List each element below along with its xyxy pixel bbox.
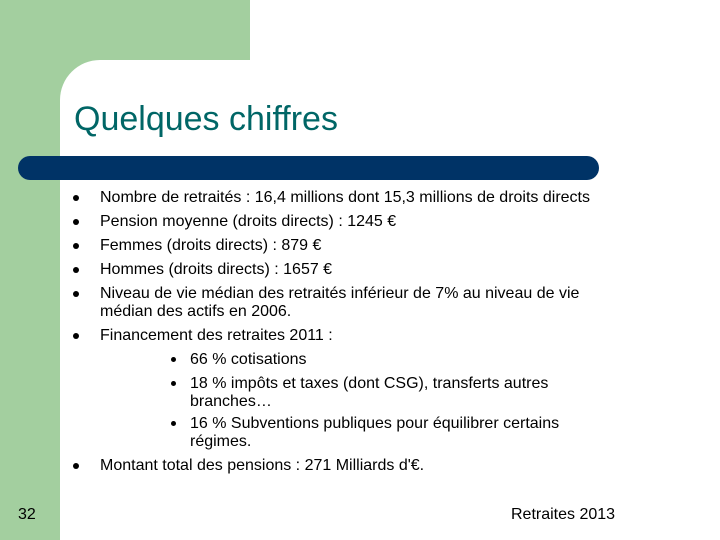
bullet-item: Financement des retraites 2011 : xyxy=(100,327,333,344)
bullet-item: Pension moyenne (droits directs) : 1245 € xyxy=(100,213,397,230)
slide-number: 32 xyxy=(18,506,36,523)
bullet-item: Femmes (droits directs) : 879 € xyxy=(100,237,322,254)
sub-bullet-item: 16 % Subventions publiques pour équilibrer certains xyxy=(190,415,560,432)
sub-bullet-item-continuation: branches… xyxy=(190,393,272,410)
sub-bullet-dot-icon xyxy=(171,357,176,362)
bullet-dot-icon xyxy=(73,243,79,249)
bullet-item: Niveau de vie médian des retraités inférieur de 7% au niveau de vie xyxy=(100,285,580,302)
sub-bullet-item-continuation: régimes. xyxy=(190,433,252,450)
bullet-dot-icon xyxy=(73,463,79,469)
sub-bullet-item: 66 % cotisations xyxy=(190,351,307,368)
sub-bullet-item: 18 % impôts et taxes (dont CSG), transferts autres xyxy=(190,375,549,392)
sub-bullet-dot-icon xyxy=(171,421,176,426)
bullet-dot-icon xyxy=(73,219,79,225)
bullet-item: Hommes (droits directs) : 1657 € xyxy=(100,261,333,278)
bullet-dot-icon xyxy=(73,291,79,297)
bullet-item-continuation: médian des actifs en 2006. xyxy=(100,303,292,320)
slide-title: Quelques chiffres xyxy=(74,100,338,138)
bullet-dot-icon xyxy=(73,267,79,273)
bullet-item: Nombre de retraités : 16,4 millions dont 15,3 millions de droits directs xyxy=(100,189,590,206)
sub-bullet-dot-icon xyxy=(171,381,176,386)
footer-text: Retraites 2013 xyxy=(511,506,616,523)
bullet-item: Montant total des pensions : 271 Milliards d'€. xyxy=(100,457,425,474)
bullet-dot-icon xyxy=(73,333,79,339)
bullet-dot-icon xyxy=(73,195,79,201)
